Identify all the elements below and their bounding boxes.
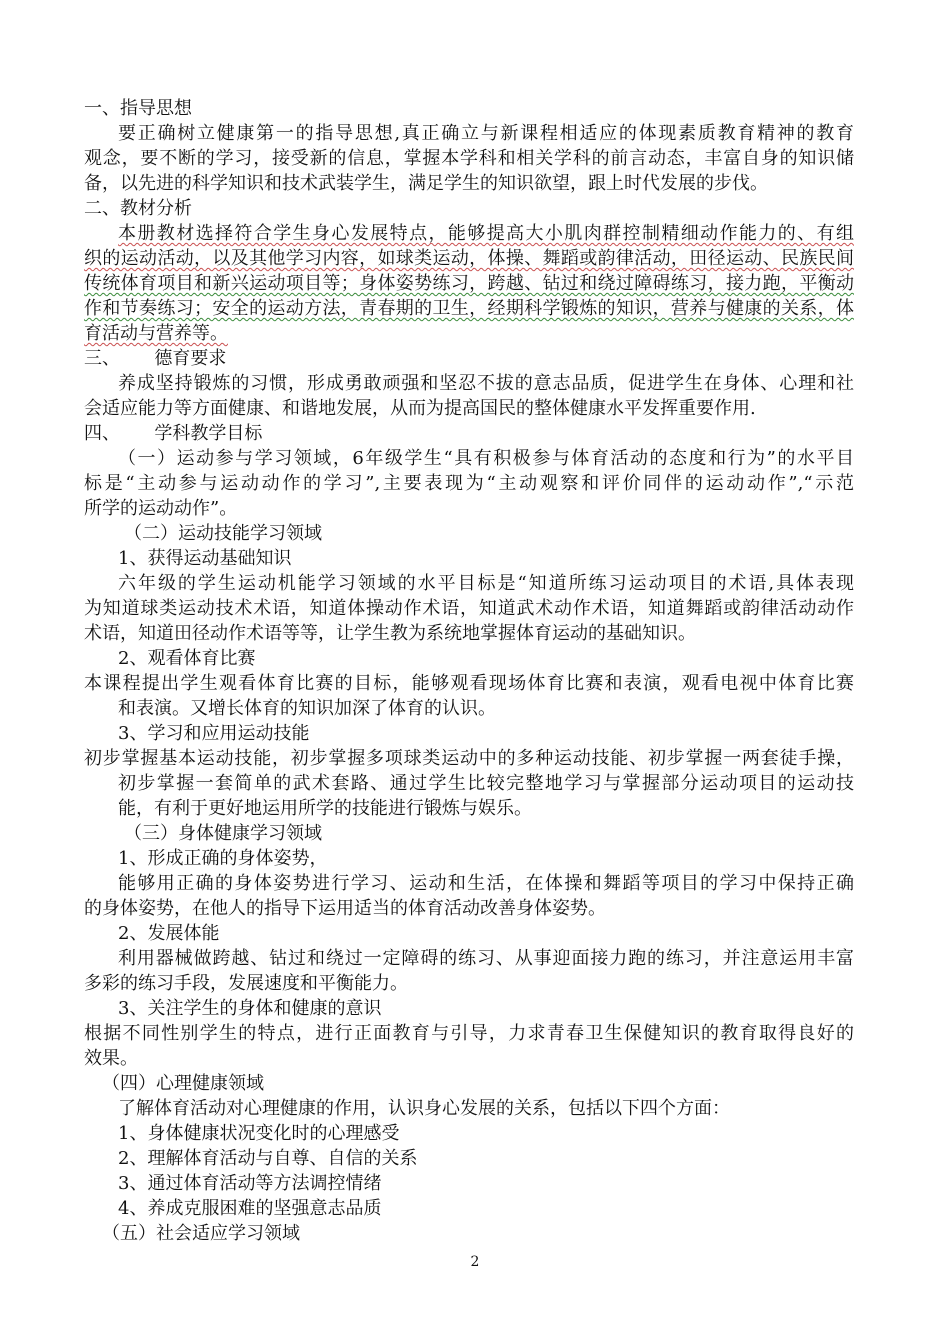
subheading-skills: （二）运动技能学习领域	[124, 523, 322, 544]
paragraph-line: 效果。	[84, 1048, 138, 1069]
subheading-item: 3、学习和应用运动技能	[118, 723, 310, 744]
heading-material-analysis: 二、教材分析	[84, 198, 192, 219]
paragraph-line: （一）运动参与学习领域，6年级学生“具有积极参与体育活动的态度和行为”的水平目	[118, 448, 854, 469]
paragraph-line: 利用器械做跨越、钻过和绕过一定障碍的练习、从事迎面接力跑的练习，并注意运用丰富	[118, 948, 854, 969]
subheading-item: 1、获得运动基础知识	[118, 548, 292, 569]
subheading-mental-health: （四）心理健康领域	[102, 1073, 264, 1094]
heading-guiding-thought: 一、指导思想	[84, 98, 192, 119]
paragraph-line: 初步掌握一套简单的武术套路、通过学生比较完整地学习与掌握部分运动项目的运动技	[118, 773, 854, 794]
paragraph-line: 育活动与营养等。	[84, 323, 228, 344]
paragraph-line: 织的运动活动，以及其他学习内容，如球类运动，体操、舞蹈或韵律活动，田径运动、民族民间	[84, 248, 854, 269]
paragraph-line: 本册教材选择符合学生身心发展特点，能够提高大小肌肉群控制精细动作能力的、有组	[118, 223, 854, 244]
list-item: 4、养成克服困难的坚强意志品质	[118, 1198, 382, 1219]
paragraph-line: 的身体姿势，在他人的指导下运用适当的体育活动改善身体姿势。	[84, 898, 606, 919]
paragraph-line: 六年级的学生运动机能学习领域的水平目标是“知道所练习运动项目的术语,具体表现	[118, 573, 854, 594]
paragraph-line: 会适应能力等方面健康、和谐地发展，从而为提高国民的整体健康水平发挥重要作用.	[84, 398, 756, 419]
list-item: 1、身体健康状况变化时的心理感受	[118, 1123, 400, 1144]
paragraph-line: 初步掌握基本运动技能，初步掌握多项球类运动中的多种运动技能、初步掌握一两套徒手操，	[84, 748, 854, 769]
paragraph-line: 养成坚持锻炼的习惯，形成勇敢顽强和坚忍不拔的意志品质，促进学生在身体、心理和社	[118, 373, 854, 394]
paragraph-line: 观念，要不断的学习，接受新的信息，掌握本学科和相关学科的前言动态，丰富自身的知识储	[84, 148, 854, 169]
paragraph-line: 本课程提出学生观看体育比赛的目标，能够观看现场体育比赛和表演，观看电视中体育比赛	[84, 673, 854, 694]
paragraph-line: 多彩的练习手段，发展速度和平衡能力。	[84, 973, 408, 994]
heading-moral-requirements: 三、 德育要求	[84, 348, 227, 369]
paragraph-line: 为知道球类运动技术术语，知道体操动作术语，知道武术动作术语，知道舞蹈或韵律活动动作	[84, 598, 854, 619]
paragraph-line: 要正确树立健康第一的指导思想,真正确立与新课程相适应的体现素质教育精神的教育	[118, 123, 854, 144]
paragraph-line: 传统体育项目和新兴运动项目等；身体姿势练习，跨越、钻过和绕过障碍练习，接力跑，平衡动	[84, 273, 854, 294]
list-item: 3、通过体育活动等方法调控情绪	[118, 1173, 382, 1194]
paragraph-line: 备，以先进的科学知识和技术武装学生，满足学生的知识欲望，跟上时代发展的步伐。	[84, 173, 768, 194]
subheading-social-adaptation: （五）社会适应学习领域	[102, 1223, 300, 1244]
subheading-item: 1、形成正确的身体姿势，	[118, 848, 328, 869]
paragraph-line: 术语，知道田径动作术语等等，让学生教为系统地掌握体育运动的基础知识。	[84, 623, 696, 644]
paragraph-line: 能，有利于更好地运用所学的技能进行锻炼与娱乐。	[118, 798, 532, 819]
heading-teaching-goals: 四、 学科教学目标	[84, 423, 263, 444]
paragraph-line: 标是“主动参与运动动作的学习”,主要表现为“主动观察和评价同伴的运动动作”,“示范	[84, 473, 854, 494]
paragraph-line: 了解体育活动对心理健康的作用，认识身心发展的关系，包括以下四个方面：	[118, 1098, 730, 1119]
paragraph-line: 作和节奏练习；安全的运动方法，青春期的卫生，经期科学锻炼的知识，营养与健康的关系，体	[84, 298, 854, 319]
subheading-item: 3、关注学生的身体和健康的意识	[118, 998, 382, 1019]
subheading-item: 2、发展体能	[118, 923, 220, 944]
paragraph-line: 根据不同性别学生的特点，进行正面教育与引导，力求青春卫生保健知识的教育取得良好的	[84, 1023, 854, 1044]
page-number: 2	[470, 1254, 480, 1270]
paragraph-line: 能够用正确的身体姿势进行学习、运动和生活，在体操和舞蹈等项目的学习中保持正确	[118, 873, 854, 894]
list-item: 2、理解体育活动与自尊、自信的关系	[118, 1148, 418, 1169]
paragraph-line: 所学的运动动作”。	[84, 498, 238, 519]
subheading-health: （三）身体健康学习领域	[124, 823, 322, 844]
subheading-item: 2、观看体育比赛	[118, 648, 256, 669]
paragraph-line: 和表演。又增长体育的知识加深了体育的认识。	[118, 698, 496, 719]
